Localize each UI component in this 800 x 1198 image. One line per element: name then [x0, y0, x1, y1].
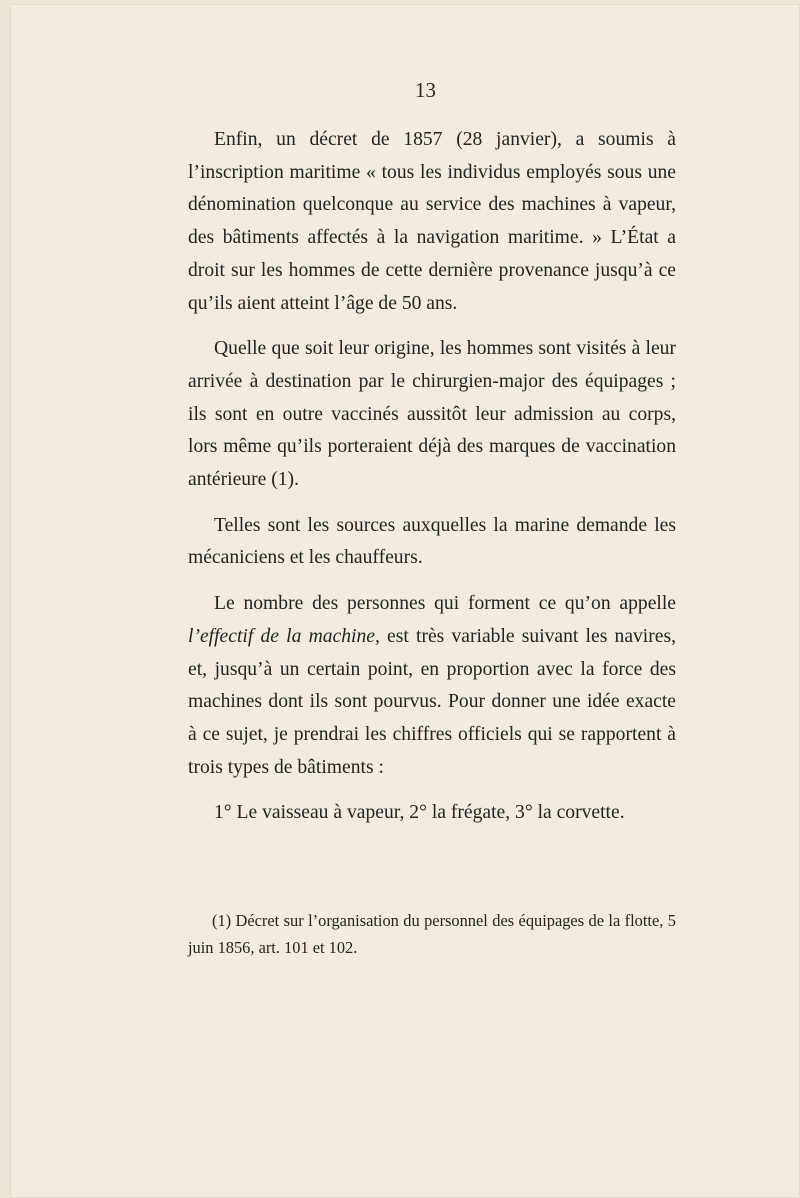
paragraph-text: Quelle que soit leur origine, les hommes sont visités à leur arrivée à destination par le chirurgien-major des équipages ; ils sont en outre vaccinés aussitôt leur admission au corps, lors même qu’ils porteraient déjà des marques de vaccination antérieure (1). — [188, 338, 676, 491]
book-page — [10, 4, 800, 1198]
paragraph-text: est très variable suivant les navires, et, jusqu’à un certain point, en proportion avec la force des machines dont ils sont pourvus. Pour donner une idée exacte à ce sujet, je prendrai les chiffres officiels qui se rapportent à trois types de bâtiments : — [188, 625, 676, 778]
paragraph-medical-visit — [188, 333, 676, 497]
italic-term: l’effectif de la machine, — [188, 625, 380, 647]
paragraph-text: Le nombre des personnes qui forment ce qu’on appelle — [214, 593, 676, 615]
paragraph-ship-types — [188, 797, 676, 830]
body-text — [188, 124, 676, 830]
page-number: 13 — [415, 78, 436, 102]
paragraph-sources — [188, 510, 676, 575]
paragraph-effectif — [188, 588, 676, 784]
paragraph-text: 1° Le vaisseau à vapeur, 2° la frégate, 3° la corvette. — [214, 802, 625, 824]
paragraph-decree-1857 — [188, 124, 676, 320]
paragraph-text: Telles sont les sources auxquelles la marine demande les mécaniciens et les chauffeurs. — [188, 514, 676, 569]
footnote: (1) Décret sur l’organisation du personnel des équipages de la flotte, 5 juin 1856, art. 101 et 102. — [188, 911, 676, 957]
paragraph-text: Enfin, un décret de 1857 (28 janvier), a soumis à l’inscription maritime « tous les individus employés sous une dénomination quelconque au service des machines à vapeur, des bâtiments affectés à la navigation maritime. » L’État a droit sur les hommes de cette dernière provenance jusqu’à ce qu’ils aient atteint l’âge de 50 ans. — [188, 129, 676, 314]
